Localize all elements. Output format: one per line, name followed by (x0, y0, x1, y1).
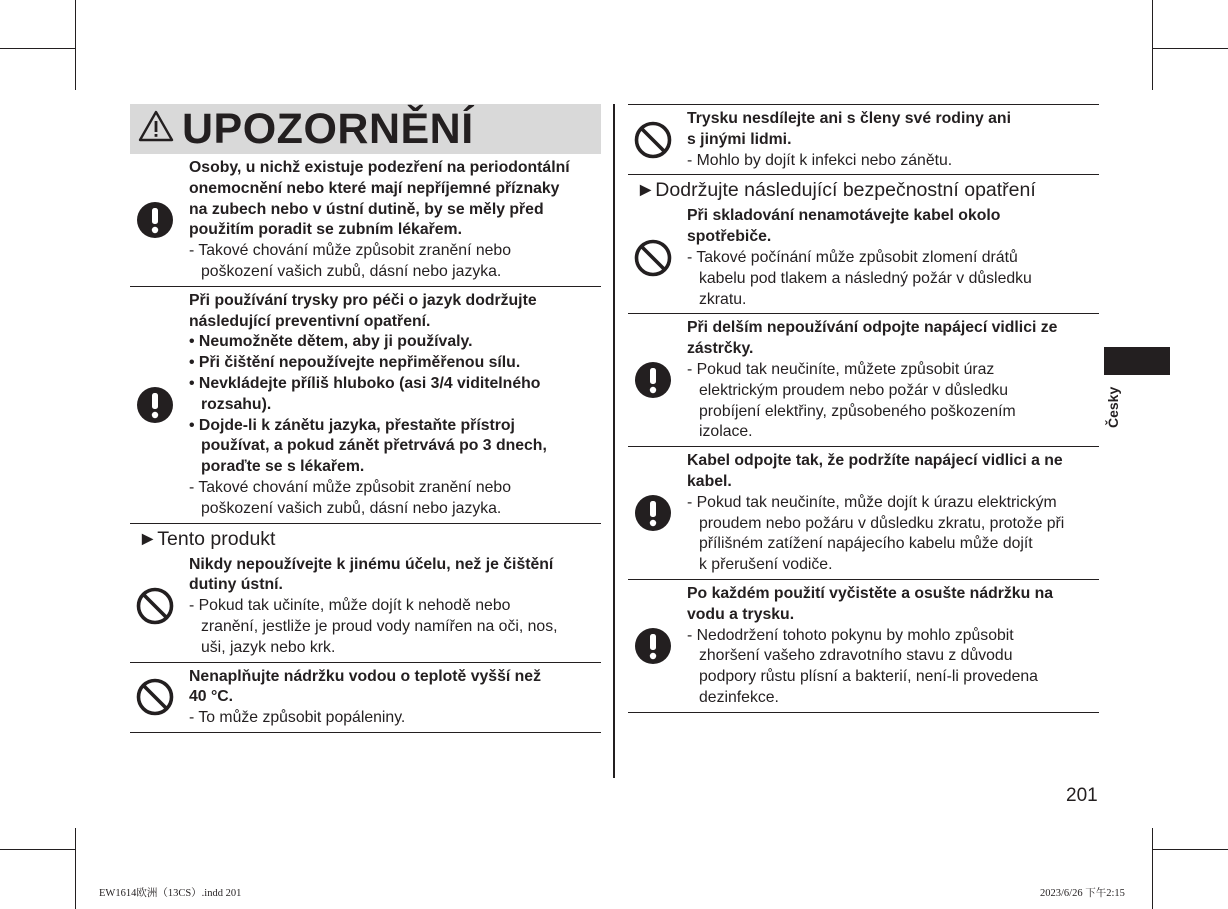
precaution-item: • Při čištění nepoužívejte nepřiměřenou sílu. (189, 354, 521, 372)
warning-heading-line: Při skladování nenamotávejte kabel okolo (687, 207, 1001, 225)
warning-heading-line: Při používání trysky pro péči o jazyk dodržujte (189, 291, 537, 309)
warning-heading-line: Trysku nesdílejte ani s členy své rodiny ani (687, 110, 1011, 127)
crop-mark (0, 48, 76, 49)
consequence-note: - Takové počínání může způsobit zlomení drátů (687, 248, 1018, 266)
consequence-note: zhoršení vašeho zdravotního stavu z důvodu (699, 647, 1013, 665)
warning-block (628, 175, 1099, 314)
mandatory-exclamation-icon (634, 627, 672, 670)
warning-heading-line: onemocnění nebo které mají nepříjemné příznaky (189, 179, 560, 197)
precaution-item: • Nevkládejte příliš hluboko (asi 3/4 viditelného (189, 374, 541, 392)
consequence-note: - Pokud tak učiníte, může dojít k nehodě nebo (189, 597, 511, 615)
warning-text (189, 154, 601, 286)
consequence-note: podpory růstu plísní a bakterií, není-li provedena (699, 668, 1038, 686)
language-tab-label: Česky (1105, 386, 1121, 428)
consequence-note: izolace. (699, 423, 753, 441)
warning-heading-line: dutiny ústní. (189, 576, 283, 594)
consequence-note: poškození vašich zubů, dásní nebo jazyka. (201, 499, 502, 517)
warning-heading-line: Po každém použití vyčistěte a osušte nádržku na (687, 584, 1054, 602)
precaution-item: používat, a pokud zánět přetrvává po 3 dnech, (201, 437, 547, 455)
warning-heading-line: Nikdy nepoužívejte k jinému účelu, než je čištění (189, 555, 554, 573)
consequence-note: - Takové chování může způsobit zranění nebo (189, 478, 511, 496)
warning-block (130, 154, 601, 287)
consequence-note: - Mohlo by dojít k infekci nebo zánětu. (687, 151, 953, 169)
consequence-note: - Pokud tak neučiníte, můžete způsobit úraz (687, 360, 995, 378)
consequence-note: poškození vašich zubů, dásní nebo jazyka. (201, 262, 502, 280)
consequence-note: uši, jazyk nebo krk. (201, 638, 336, 656)
left-column (130, 104, 601, 733)
warning-text (687, 105, 1099, 174)
warning-block (628, 447, 1099, 580)
precaution-item: poraďte se s lékařem. (201, 458, 365, 476)
warning-heading-line: Osoby, u nichž existuje podezření na periodontální (189, 159, 570, 176)
warning-heading-line: zástrčky. (687, 340, 754, 358)
warning-text (189, 287, 601, 523)
consequence-note: dezinfekce. (699, 688, 779, 706)
consequence-note: proudem nebo požáru v důsledku zkratu, protože při (699, 514, 1065, 532)
consequence-note: elektrickým proudem nebo požár v důsledku (699, 381, 1009, 399)
warning-block (130, 287, 601, 524)
warning-block (628, 580, 1099, 713)
footer-timestamp: 2023/6/26 下午2:15 (1040, 888, 1125, 899)
consequence-note: zranění, jestliže je proud vody namířen na oči, nos, (201, 617, 558, 635)
crop-mark (0, 849, 76, 850)
crop-mark (1152, 48, 1228, 49)
consequence-note: probíjení elektřiny, způsobeného poškozením (699, 402, 1016, 420)
warning-block (628, 104, 1099, 175)
consequence-note: - Nedodržení tohoto pokynu by mohlo způsobit (687, 626, 1014, 644)
prohibited-icon (136, 587, 174, 630)
prohibited-icon (136, 678, 174, 721)
warning-heading-line: následující preventivní opatření. (189, 312, 431, 330)
mandatory-exclamation-icon (136, 201, 174, 244)
section-title: ►Tento produkt (138, 527, 276, 550)
warning-text (189, 663, 601, 732)
mandatory-exclamation-icon (136, 386, 174, 429)
precaution-item: • Dojde-li k zánětu jazyka, přestaňte přístroj (189, 416, 515, 434)
warning-heading-line: Nenaplňujte nádržku vodou o teplotě vyšší než (189, 667, 541, 685)
warning-heading-line: vodu a trysku. (687, 605, 795, 623)
crop-mark (1152, 849, 1228, 850)
consequence-note: kabelu pod tlakem a následný požár v důsledku (699, 269, 1032, 287)
crop-mark (1152, 828, 1153, 909)
prohibited-icon (634, 239, 672, 282)
warning-text (687, 580, 1099, 712)
footer-file-info: EW1614欧洲（13CS）.indd 201 (99, 888, 242, 899)
consequence-note: - Pokud tak neučiníte, může dojít k úrazu elektrickým (687, 493, 1057, 511)
warning-heading-line: 40 °C. (189, 688, 234, 706)
page-title: UPOZORNĚNÍ (182, 104, 474, 153)
caution-banner (130, 104, 601, 154)
column-divider (613, 104, 615, 778)
warning-heading-line: s jinými lidmi. (687, 130, 792, 148)
warning-text (687, 447, 1099, 579)
crop-mark (1152, 0, 1153, 90)
warning-triangle-icon (138, 105, 182, 154)
warning-text (189, 551, 601, 662)
right-column (628, 104, 1099, 713)
consequence-note: k přerušení vodiče. (699, 556, 833, 574)
warning-heading-line: spotřebiče. (687, 228, 772, 246)
warning-block (628, 314, 1099, 447)
warning-heading-line: kabel. (687, 472, 732, 490)
warning-text (687, 314, 1099, 446)
warning-heading-line: použitím poradit se zubním lékařem. (189, 221, 462, 239)
language-tab (1104, 347, 1170, 375)
consequence-note: přílišném zatížení napájecího kabelu může dojít (699, 535, 1033, 553)
consequence-note: - Takové chování může způsobit zranění nebo (189, 242, 511, 260)
section-title: ►Dodržujte následující bezpečnostní opatření (636, 179, 1036, 202)
mandatory-exclamation-icon (634, 361, 672, 404)
warning-heading-line: Kabel odpojte tak, že podržíte napájecí vidlici a ne (687, 452, 1063, 470)
warning-block (130, 524, 601, 663)
warning-text (687, 202, 1099, 313)
precaution-item: • Neumožněte dětem, aby ji používaly. (189, 333, 473, 351)
page-number: 201 (1066, 785, 1098, 806)
consequence-note: zkratu. (699, 290, 747, 308)
precaution-item: rozsahu). (201, 395, 272, 413)
mandatory-exclamation-icon (634, 494, 672, 537)
crop-mark (75, 0, 76, 90)
consequence-note: - To může způsobit popáleniny. (189, 709, 406, 727)
prohibited-icon (634, 121, 672, 164)
warning-block (130, 663, 601, 733)
warning-heading-line: na zubech nebo v ústní dutině, by se měly před (189, 200, 544, 218)
warning-heading-line: Při delším nepoužívání odpojte napájecí vidlici ze (687, 319, 1058, 337)
crop-mark (75, 828, 76, 909)
